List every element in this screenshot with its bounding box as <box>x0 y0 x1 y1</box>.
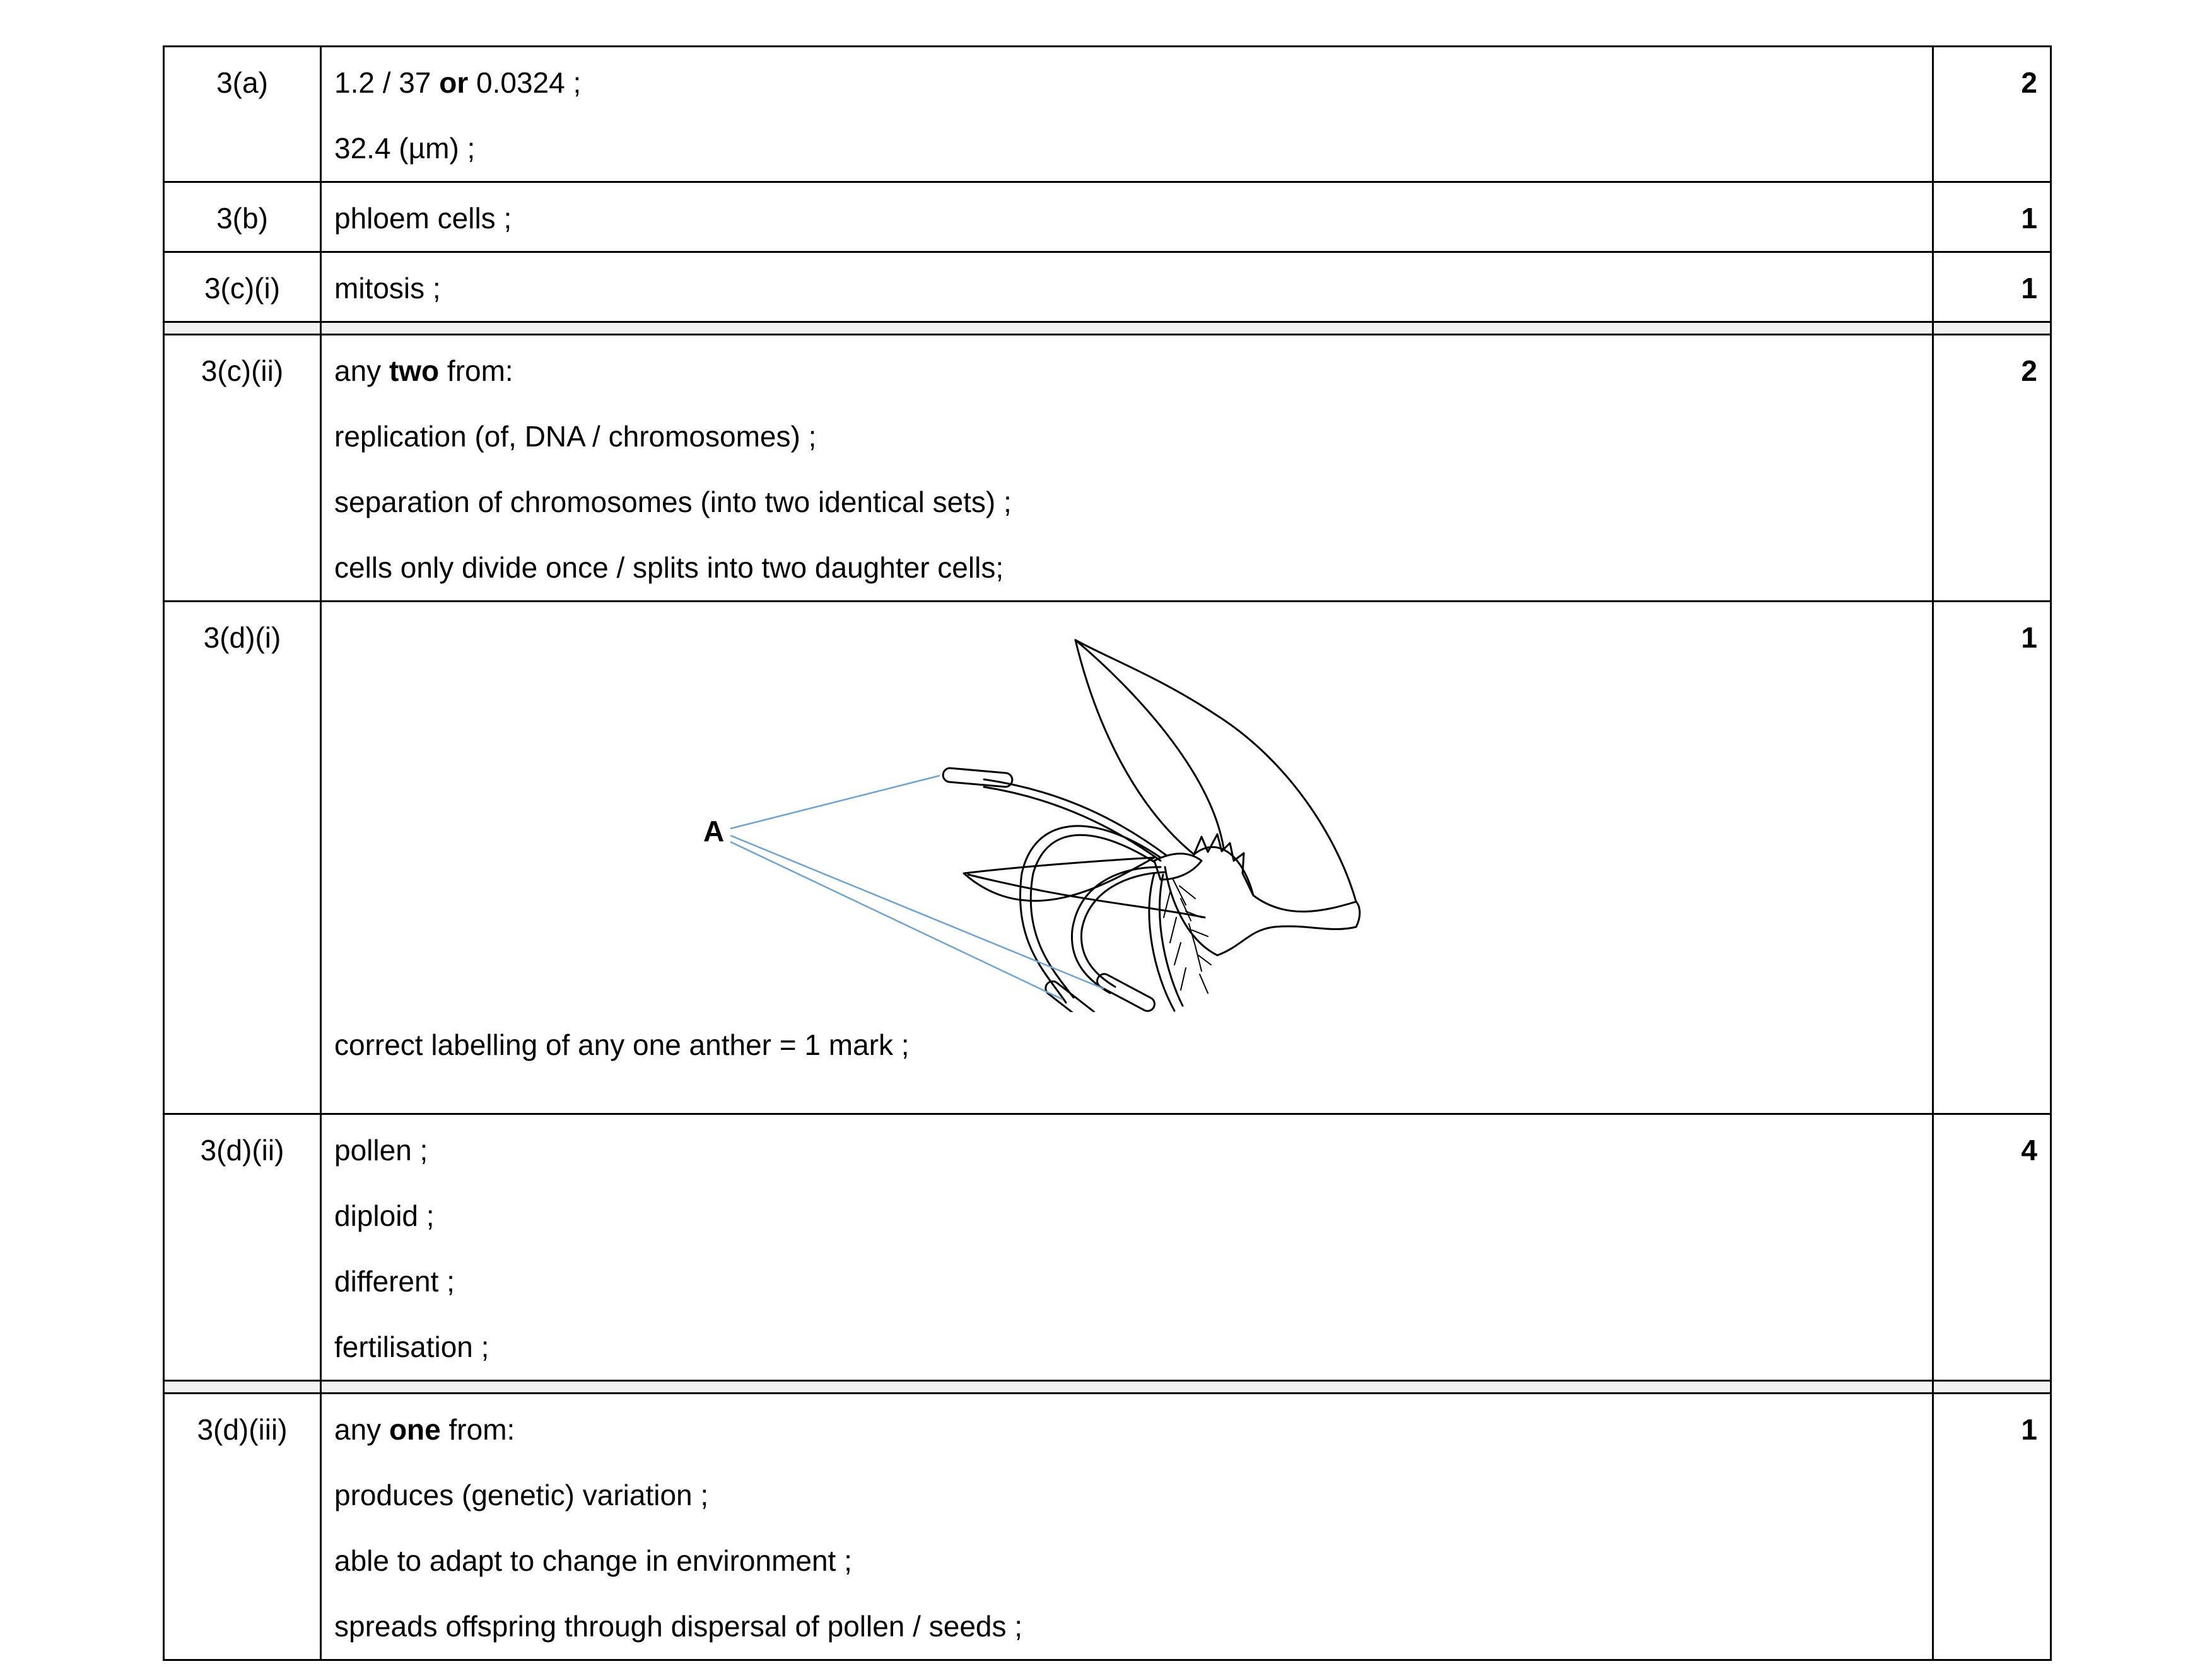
answer-cell <box>321 1114 1933 1381</box>
question-number-cell <box>164 252 321 322</box>
answer-line: correct labelling of any one anther = 1 mark ; <box>334 1028 910 1061</box>
answer-text: 1.2 / 37 <box>334 66 440 99</box>
question-number-cell <box>164 602 321 1114</box>
answer-cell <box>321 252 1933 322</box>
marks-cell <box>1933 252 2051 322</box>
answer-cell <box>321 602 1933 1114</box>
table-row <box>164 1394 2051 1660</box>
marks-cell <box>1933 1114 2051 1381</box>
question-number-cell <box>164 47 321 182</box>
marks-cell <box>1933 1394 2051 1660</box>
answer-line: produces (genetic) variation ; <box>334 1479 709 1511</box>
marks-cell <box>1933 182 2051 252</box>
petal-shape <box>1075 640 1356 912</box>
answer-cell <box>321 1394 1933 1660</box>
answer-text: any <box>334 354 389 387</box>
marks-cell <box>1933 47 2051 182</box>
label-leader-line <box>730 776 940 829</box>
answer-text: 0.0324 ; <box>468 66 582 99</box>
question-number: 3(a) <box>216 66 268 99</box>
answer-line: replication (of, DNA / chromosomes) ; <box>334 420 817 453</box>
marks-value: 2 <box>2021 354 2037 387</box>
marks-cell <box>1933 602 2051 1114</box>
answer-line: 32.4 (µm) ; <box>334 132 476 165</box>
anther-shape <box>942 767 1012 788</box>
answer-line: pollen ; <box>334 1134 428 1167</box>
answer-emphasis: or <box>439 66 469 99</box>
answer-line: different ; <box>334 1265 455 1298</box>
marks-value: 1 <box>2021 1413 2037 1446</box>
answer-line: mitosis ; <box>334 272 441 305</box>
question-number: 3(d)(i) <box>203 621 281 654</box>
answer-line: phloem cells ; <box>334 202 512 235</box>
flower-diagram <box>322 602 1932 1012</box>
question-number-cell <box>164 182 321 252</box>
question-number-cell <box>164 1114 321 1381</box>
answer-line: able to adapt to change in environment ; <box>334 1544 852 1577</box>
answer-line: cells only divide once / splits into two daughter cells; <box>334 551 1004 584</box>
question-number: 3(c)(ii) <box>201 354 284 387</box>
question-number: 3(b) <box>216 202 268 235</box>
anther-shape <box>1095 972 1157 1012</box>
mark-scheme-table <box>163 45 2052 1661</box>
question-number: 3(d)(ii) <box>200 1134 284 1167</box>
table-row <box>164 47 2051 182</box>
petal-vein <box>1075 640 1224 848</box>
label-leader-line <box>730 836 1104 989</box>
table-row <box>164 602 2051 1114</box>
answer-emphasis: one <box>389 1413 441 1446</box>
question-number: 3(d)(iii) <box>197 1413 288 1446</box>
answer-line: diploid ; <box>334 1199 435 1232</box>
answer-text: from: <box>439 354 513 387</box>
answer-line: spreads offspring through dispersal of pollen / seeds ; <box>334 1610 1023 1643</box>
answer-emphasis: two <box>389 354 440 387</box>
stamen-filament <box>1072 867 1161 993</box>
table-row <box>164 335 2051 602</box>
marks-value: 1 <box>2021 202 2037 235</box>
answer-line <box>334 335 1932 404</box>
table-separator <box>164 1381 2051 1394</box>
answer-cell <box>321 47 1933 182</box>
figure-label: A <box>703 815 725 847</box>
question-number: 3(c)(i) <box>204 272 281 305</box>
marks-value: 1 <box>2021 272 2037 305</box>
flower-diagram-svg <box>322 602 1899 1012</box>
table-row <box>164 1114 2051 1381</box>
table-row <box>164 252 2051 322</box>
answer-cell <box>321 182 1933 252</box>
marks-cell <box>1933 335 2051 602</box>
table-row <box>164 182 2051 252</box>
table-separator <box>164 322 2051 335</box>
marks-value: 1 <box>2021 621 2037 654</box>
answer-line: fertilisation ; <box>334 1330 489 1363</box>
label-leader-line <box>730 842 1063 999</box>
answer-line: separation of chromosomes (into two identical sets) ; <box>334 486 1012 518</box>
answer-line <box>334 1394 1932 1462</box>
marks-value: 2 <box>2021 66 2037 99</box>
question-number-cell <box>164 335 321 602</box>
answer-text: from: <box>440 1413 515 1446</box>
marks-value: 4 <box>2021 1134 2037 1167</box>
answer-line <box>334 47 1932 115</box>
answer-cell <box>321 335 1933 602</box>
question-number-cell <box>164 1394 321 1660</box>
answer-text: any <box>334 1413 389 1446</box>
